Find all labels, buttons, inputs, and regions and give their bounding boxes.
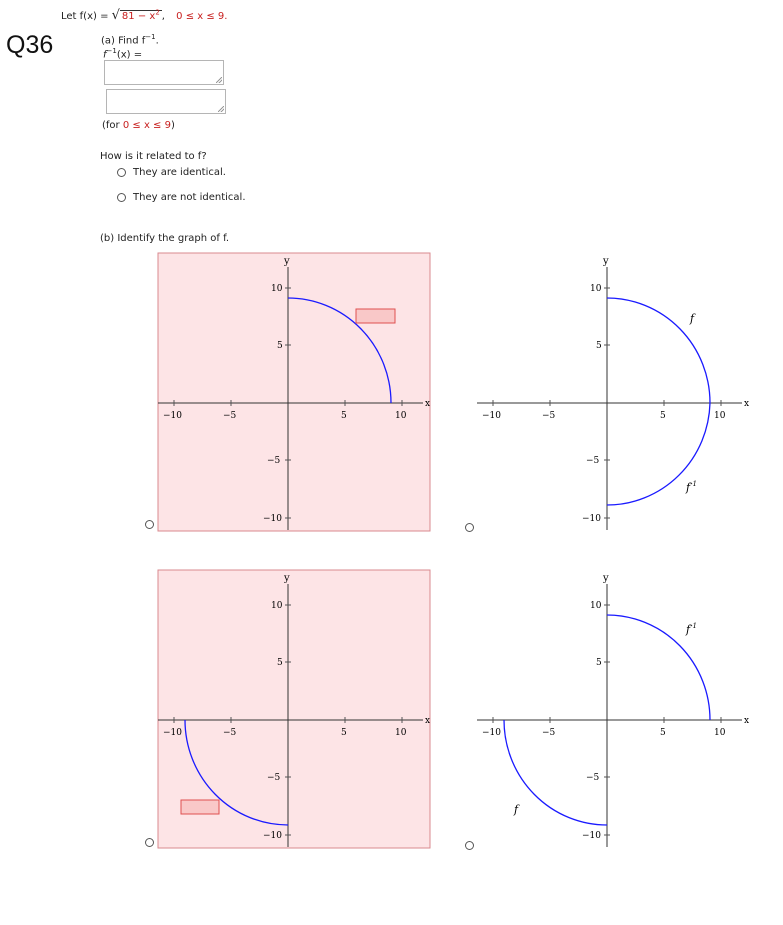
radio-not-identical[interactable] — [117, 193, 126, 202]
resize-grip-icon[interactable] — [218, 106, 224, 112]
radical — [112, 8, 162, 23]
x-tick-label: 10 — [714, 411, 726, 421]
x-tick-label: −10 — [163, 411, 182, 421]
graph-2-curve — [607, 298, 710, 505]
curve-label-finv: $f^{-1}$ — [686, 480, 697, 494]
x-axis-label: x — [744, 716, 750, 726]
graph-3[interactable] — [155, 567, 435, 852]
y-tick-label: 5 — [277, 341, 283, 351]
graph-1-answer-box[interactable] — [356, 309, 395, 323]
domain-note: (for 0 ≤ x ≤ 9) — [102, 120, 175, 131]
graph-2[interactable] — [474, 250, 754, 535]
y-tick-label: 10 — [271, 284, 283, 294]
x-tick-label: 5 — [660, 411, 666, 421]
x-tick-label: 10 — [395, 411, 407, 421]
y-tick-label: −10 — [263, 831, 282, 841]
y-tick-label: 10 — [271, 601, 283, 611]
graph-1[interactable] — [155, 250, 435, 535]
resize-grip-icon[interactable] — [216, 77, 222, 83]
finv-label: $f^{-1}(x)$ = — [103, 47, 143, 61]
part-a-label: (a) Find $f^{-1}$. — [101, 33, 159, 47]
y-tick-label: −10 — [582, 514, 601, 524]
x-axis-label: x — [425, 716, 431, 726]
graph-4-curve-finv — [607, 615, 710, 720]
y-tick-label: 5 — [596, 341, 602, 351]
radicand: $81 - x^2$ — [121, 8, 160, 22]
y-axis-label: y — [603, 256, 609, 267]
radio-graph-4[interactable] — [465, 841, 474, 850]
x-tick-label: 5 — [341, 411, 347, 421]
radio-graph-3[interactable] — [145, 838, 154, 847]
graph-4[interactable] — [474, 567, 754, 852]
x-tick-label: −5 — [542, 728, 556, 738]
y-tick-label: −10 — [263, 514, 282, 524]
option-identical-label: They are identical. — [133, 167, 226, 178]
graph-1-background — [158, 253, 430, 531]
graph-2-axes — [477, 267, 742, 530]
y-axis-label: y — [284, 256, 290, 267]
y-tick-label: −10 — [582, 831, 601, 841]
x-tick-label: 10 — [714, 728, 726, 738]
part-b-label: (b) Identify the graph of f. — [100, 233, 230, 244]
curve-label-f: f — [690, 312, 695, 325]
y-tick-label: −5 — [586, 456, 600, 466]
function-prefix: Let f(x) = — [61, 11, 112, 22]
x-tick-label: −5 — [223, 728, 237, 738]
graph-3-answer-box[interactable] — [181, 800, 219, 814]
curve-label-finv: $f^{-1}$ — [686, 622, 697, 636]
x-tick-label: −10 — [482, 411, 501, 421]
radical-sign: √ — [111, 8, 120, 23]
x-tick-label: 5 — [660, 728, 666, 738]
x-axis-label: x — [744, 399, 750, 409]
relation-question: How is it related to f? — [100, 151, 207, 162]
x-tick-label: 10 — [395, 728, 407, 738]
y-tick-label: −5 — [267, 456, 281, 466]
finv-input[interactable] — [104, 60, 224, 85]
y-tick-label: 10 — [590, 284, 602, 294]
problem-statement — [61, 8, 227, 23]
y-tick-label: −5 — [586, 773, 600, 783]
option-not-identical-label: They are not identical. — [133, 192, 246, 203]
y-axis-label: y — [603, 573, 609, 584]
x-tick-label: 5 — [341, 728, 347, 738]
finv-domain-input[interactable] — [106, 89, 226, 114]
radio-graph-2[interactable] — [465, 523, 474, 532]
y-tick-label: 5 — [277, 658, 283, 668]
y-tick-label: 10 — [590, 601, 602, 611]
y-axis-label: y — [284, 573, 290, 584]
radio-identical[interactable] — [117, 168, 126, 177]
y-tick-label: 5 — [596, 658, 602, 668]
x-tick-label: −5 — [542, 411, 556, 421]
function-domain: 0 ≤ x ≤ 9. — [176, 11, 228, 22]
x-tick-label: −10 — [163, 728, 182, 738]
domain-separator: , — [161, 11, 165, 22]
curve-label-f: f — [514, 803, 519, 816]
x-axis-label: x — [425, 399, 431, 409]
x-tick-label: −10 — [482, 728, 501, 738]
question-number: Q36 — [6, 31, 54, 59]
y-tick-label: −5 — [267, 773, 281, 783]
x-tick-label: −5 — [223, 411, 237, 421]
radio-graph-1[interactable] — [145, 520, 154, 529]
